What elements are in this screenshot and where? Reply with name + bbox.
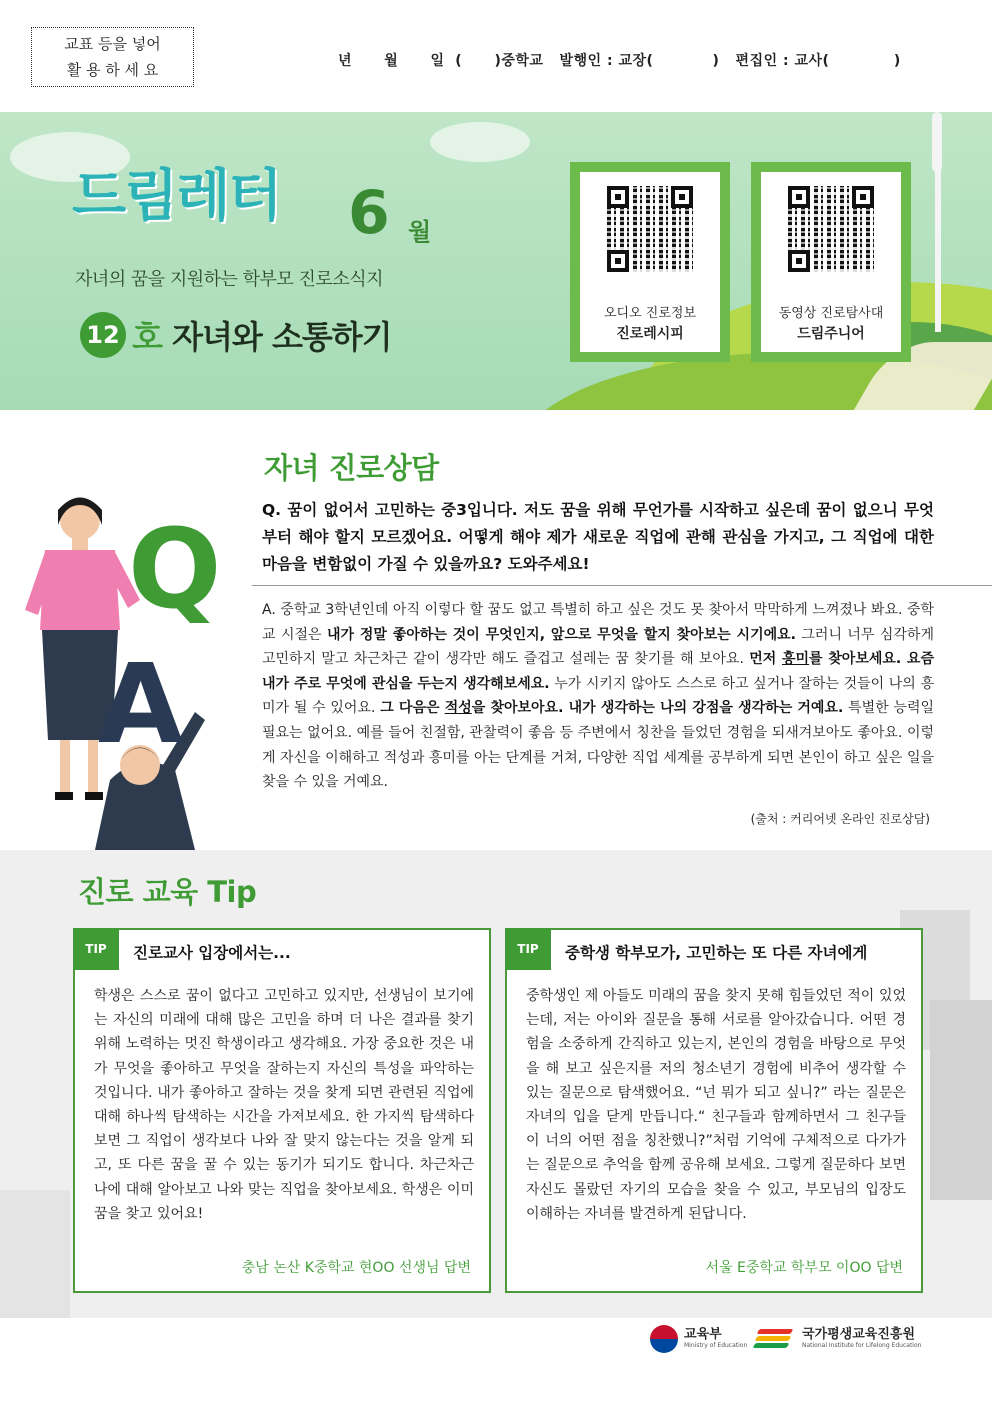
month-number: 6 xyxy=(348,178,390,248)
letter-a: A xyxy=(98,640,184,768)
tip-body: 학생은 스스로 꿈이 없다고 고민하고 있지만, 선생님이 보기에는 자신의 미래에 대해 많은 고민을 하며 더 나은 결과를 찾기 위해 노력하는 멋진 학생이라고 생각해요. 가장 중요한 것은 내가 무엇을 좋아하고 무엇을 잘하는지 자신의 특성을 파악하는 것입니다. 내가 좋아하고 잘하는 것을 찾게 되면 관련된 직업에 대해 하나씩 탐색하는 시간을 가져보세요. 한 가지씩 탐색하다 보면 그 직업이 생각보다 나와 잘 맞지 않는다는 것을 알게 되고, 또 다른 꿈을 꿀 수 있는 동기가 되기도 합니다. 차근차근 나에 대해 알아보고 나와 맞는 직업을 찾아보세요. 학생은 이미 꿈을 찾고 있어요! xyxy=(94,988,474,1222)
issue-title-text: 자녀와 소통하기 xyxy=(172,318,392,356)
tip-badge: TIP xyxy=(505,928,551,970)
answer-emphasis: 내가 정말 좋아하는 것이 무엇인지, 앞으로 무엇을 할지 찾아보는 시기에요. xyxy=(326,626,796,643)
issue-title xyxy=(132,312,392,358)
moe-name-ko: 교육부 xyxy=(684,1327,722,1342)
question-text: Q. 꿈이 없어서 고민하는 중3입니다. 저도 꿈을 위해 무언가를 시작하고 싶은데 꿈이 없으니 무엇부터 해야 할지 모르겠어요. 어떻게 해야 제가 새로운 직업에 관해 관심을 가지고, 그 직업에 대한 마음을 변함없이 가질 수 있을까요? 도와주세요! xyxy=(262,501,934,573)
qr-caption-line1: 오디오 진로정보 xyxy=(603,306,697,321)
tip-signature: 충남 논산 K중학교 현OO 선생님 답변 xyxy=(241,1260,471,1276)
newsletter-subtitle: 자녀의 꿈을 지원하는 학부모 진로소식지 xyxy=(75,269,383,290)
moe-name-en: Ministry of Education xyxy=(684,1342,748,1349)
tip-signature: 서울 E중학교 학부모 이OO 답변 xyxy=(705,1260,903,1276)
answer-part: 를 찾아보세요. 요즘 내가 주로 무엇에 관심을 두는지 생각해보세요. xyxy=(262,651,934,692)
letter-q: Q xyxy=(128,505,222,633)
publication-info: 년 월 일 ( )중학교 발행인 : 교장( ) 편집인 : 교사( ) xyxy=(338,53,901,69)
newsletter-logo: 드림레터 xyxy=(72,164,281,229)
nile-logo xyxy=(752,1324,921,1354)
newsletter-banner xyxy=(0,112,992,410)
nile-name-ko: 국가평생교육진흥원 xyxy=(802,1327,916,1342)
answer-part: 그러니 너무 심각하게 고민하지 말고 차근차근 같이 생각만 해도 즐겁고 설레는 꿈 찾기를 해 보아요. xyxy=(262,626,934,668)
tip-body: 중학생인 제 아들도 미래의 꿈을 찾지 못해 힘들었던 적이 있었는데, 저는 아이와 질문을 통해 서로를 알아갔습니다. 어떤 경험을 소중하게 간직하고 있는지, 본인의 경험을 바탕으로 무엇을 해 보고 싶은지를 저의 청소년기 경험에 비추어 생각할 수 있는 질문으로 탐색했어요. “넌 뭐가 되고 싶니?” 라는 질문은 자녀의 입을 닫게 만듭니다.“ 친구들과 함께하면서 그 친구들이 너의 어떤 점을 칭찬했니?”처럼 기억에 구체적으로 다가가는 질문으로 추억을 함께 공유해 보세요. 그렇게 질문하다 보면 자신도 몰랐던 자기의 모습을 찾을 수 있고, 부모님의 입장도 이해하는 자녀를 발견하게 된답니다. xyxy=(526,988,906,1222)
tip-title: 중학생 학부모가, 고민하는 또 다른 자녀에게 xyxy=(565,944,868,962)
tip-title: 진로교사 입장에서는... xyxy=(133,944,291,962)
wind-turbine-icon xyxy=(935,152,941,332)
answer-part: 을 찾아보아요. 내가 생각하는 나의 강점을 생각하는 거예요. xyxy=(471,700,844,717)
answer-part: 누가 시키지 않아도 스스로 하고 싶거나 잘하는 것들이 나의 흥미가 될 수 있어요. xyxy=(262,675,934,717)
tip-card-teacher xyxy=(73,928,491,1293)
taeguk-icon xyxy=(650,1325,678,1353)
issue-number-badge: 12 xyxy=(80,312,126,358)
qr-card-audio[interactable] xyxy=(570,162,730,362)
answer-part: A. 중학교 3학년인데 아직 이렇다 할 꿈도 없고 특별히 하고 싶은 것도 못 찾아서 막막하게 느껴졌나 봐요. 중학교 시절은 xyxy=(262,602,934,643)
moe-logo xyxy=(650,1324,747,1354)
stamp-line-2: 활 용 하 세 요 xyxy=(66,61,159,79)
nile-name-en: National Institute for Lifelong Education xyxy=(802,1342,922,1349)
answer-text xyxy=(262,598,934,795)
tip-card-parent xyxy=(505,928,923,1293)
qr-code-icon xyxy=(607,186,693,272)
tip-badge: TIP xyxy=(73,928,119,970)
school-emblem-placeholder xyxy=(31,27,194,87)
qr-caption-line1: 동영상 진로탐사대 xyxy=(778,306,884,321)
issue-suffix: 호 xyxy=(132,318,162,356)
answer-part: 그 다음은 xyxy=(380,700,445,717)
answer-part: 특별한 능력일 필요는 없어요. 예를 들어 친절함, 관찰력이 좋음 등 주변에서 칭찬을 들었던 경험을 되새겨보아도 좋아요. 이렇게 자신을 이해하고 적성과 흥미를 아는 단계를 거쳐, 다양한 직업 세계를 공부하게 되면 본인이 하고 싶은 일을 찾을 수 있을 거예요. xyxy=(262,700,934,791)
answer-source: (출처 : 커리어넷 온라인 진로상담) xyxy=(750,812,930,826)
qr-caption-line2: 진로레시피 xyxy=(616,326,684,342)
qa-divider xyxy=(252,585,992,586)
qr-caption-line2: 드림주니어 xyxy=(797,326,865,342)
qr-code-icon xyxy=(788,186,874,272)
stamp-line-1: 교표 등을 넣어 xyxy=(64,35,161,53)
answer-keyword-aptitude: 적성 xyxy=(444,700,472,717)
answer-part: 먼저 xyxy=(749,651,782,668)
answer-emphasis xyxy=(380,700,843,716)
counseling-heading: 자녀 진로상담 xyxy=(264,451,439,485)
answer-keyword-interest: 흥미 xyxy=(781,651,810,668)
tips-heading: 진로 교육 Tip xyxy=(78,875,257,909)
month-unit: 월 xyxy=(408,218,432,246)
qr-card-video[interactable] xyxy=(751,162,911,362)
nile-stripes-icon xyxy=(752,1327,796,1351)
